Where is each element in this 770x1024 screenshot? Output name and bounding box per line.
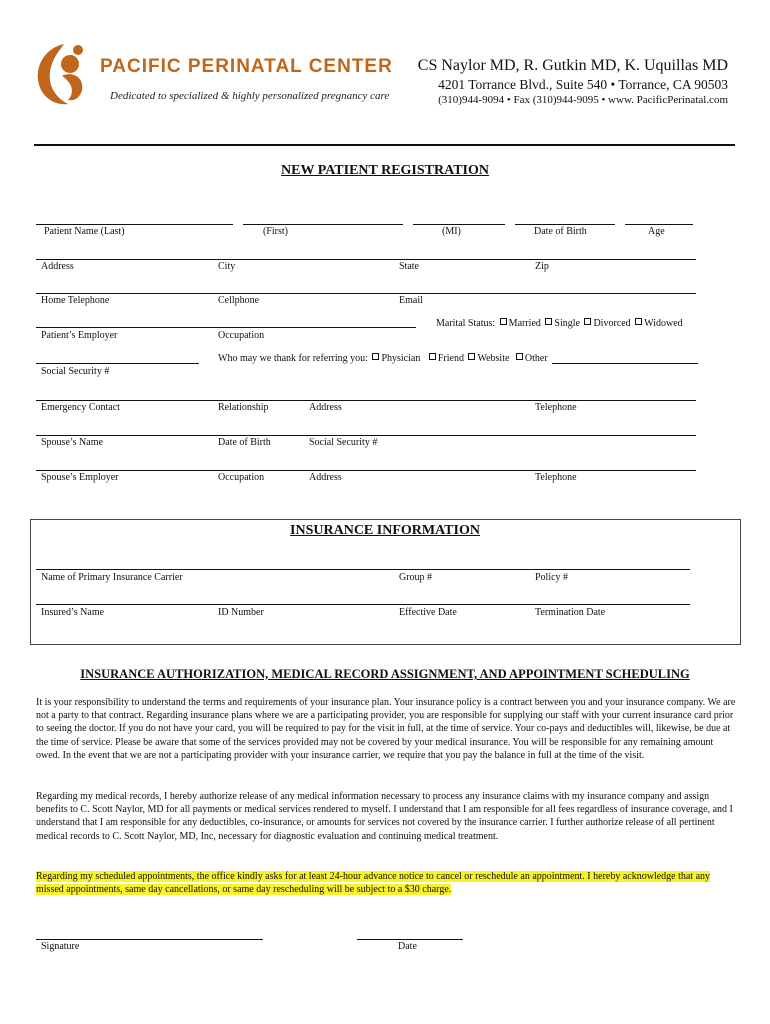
group-label: Group #	[399, 572, 433, 583]
married-checkbox[interactable]	[500, 318, 507, 325]
ssn-label: Social Security #	[41, 366, 110, 377]
last-name-label: Patient Name (Last)	[44, 226, 125, 237]
ssn-line[interactable]	[36, 363, 199, 364]
marital-status	[436, 318, 683, 329]
office-address: 4201 Torrance Blvd., Suite 540 • Torrance, CA 90503	[438, 77, 728, 92]
first-name-line[interactable]	[243, 224, 403, 225]
first-name-label: (First)	[263, 226, 288, 237]
spouse-occupation-label: Occupation	[218, 472, 265, 483]
physician-checkbox[interactable]	[372, 353, 379, 360]
friend-option: Friend	[437, 353, 464, 364]
phone-line[interactable]	[36, 293, 696, 294]
friend-checkbox[interactable]	[429, 353, 436, 360]
insurance-title: INSURANCE INFORMATION	[290, 523, 480, 538]
physician-option: Physician	[381, 353, 421, 364]
widowed-checkbox[interactable]	[635, 318, 642, 325]
single-option: Single	[554, 318, 580, 329]
signature-line[interactable]	[36, 939, 263, 940]
age-line[interactable]	[625, 224, 693, 225]
divorced-option: Divorced	[593, 318, 631, 329]
employer-line[interactable]	[36, 327, 416, 328]
website-option: Website	[477, 353, 510, 364]
carrier-line[interactable]	[36, 569, 690, 570]
other-option: Other	[524, 353, 548, 364]
emergency-telephone-label: Telephone	[535, 402, 577, 413]
medical-records-paragraph: Regarding my medical records, I hereby authorize release of any medical information necessary to process any insurance claims with my insurance company and assign benefits to C. Scott Naylor, MD for all payments or medical services rendered to myself. I understand that I am responsible for all fees regardless of insurance coverage, and I understand that I am responsible for any deductibles, co-insurance, or amounts for services not covered by the insurance carrier. I further authorize release of all pertinent medical records to C. Scott Naylor, MD, Inc, necessary for diagnostic evaluation and continuing medical treatment.	[36, 791, 733, 842]
dob-label: Date of Birth	[534, 226, 587, 237]
married-option: Married	[508, 318, 541, 329]
state-label: State	[399, 261, 419, 272]
insured-name-label: Insured’s Name	[41, 607, 105, 618]
address-label: Address	[41, 261, 74, 272]
spouse-dob-label: Date of Birth	[218, 437, 271, 448]
mi-label: (MI)	[442, 226, 461, 237]
authorization-title: INSURANCE AUTHORIZATION, MEDICAL RECORD ASSIGNMENT, AND APPOINTMENT SCHEDULING	[80, 667, 690, 681]
widowed-option: Widowed	[644, 318, 683, 329]
registration-title: NEW PATIENT REGISTRATION	[281, 163, 489, 178]
logo-mark	[34, 38, 94, 110]
website-checkbox[interactable]	[468, 353, 475, 360]
cellphone-label: Cellphone	[218, 295, 260, 306]
spouse-name-label: Spouse’s Name	[41, 437, 103, 448]
office-contact: (310)944-9094 • Fax (310)944-9095 • www. PacificPerinatal.com	[438, 94, 728, 106]
insured-line[interactable]	[36, 604, 690, 605]
employer-label: Patient’s Employer	[41, 330, 118, 341]
email-label: Email	[399, 295, 423, 306]
date-line[interactable]	[357, 939, 463, 940]
spouse-ssn-label: Social Security #	[309, 437, 378, 448]
carrier-label: Name of Primary Insurance Carrier	[41, 572, 183, 583]
header-rule	[34, 144, 735, 146]
spouse-employer-label: Spouse’s Employer	[41, 472, 119, 483]
single-checkbox[interactable]	[545, 318, 552, 325]
insurance-responsibility-paragraph: It is your responsibility to understand the terms and requirements of your insurance plan. Your insurance policy is a contract between you and your insurance company. We are not a party to that contract. Regarding insurance plans where we are a participating provider, you are responsible for supplying our staff with your current insurance card prior to seeing the doctor. If you do not have your card, you will be required to pay for the visit in full, at the time of service. Your co-pays and deductibles will, likewise, be due at the time of service. Please be aware that some of the services provided may not be covered by your medical insurance. You will be responsible for any remaining amount owed. In the event that we are not a participating provider with your insurance carrier, we require that you pay the balance in full at the time of the visit.	[36, 697, 736, 761]
referral-question	[218, 353, 548, 364]
spouse-line[interactable]	[36, 435, 696, 436]
emergency-address-label: Address	[309, 402, 342, 413]
appointment-policy-paragraph	[36, 870, 738, 896]
age-label: Age	[648, 226, 665, 237]
id-number-label: ID Number	[218, 607, 264, 618]
mi-line[interactable]	[413, 224, 505, 225]
relationship-label: Relationship	[218, 402, 269, 413]
other-checkbox[interactable]	[516, 353, 523, 360]
doctor-names: CS Naylor MD, R. Gutkin MD, K. Uquillas MD	[417, 57, 728, 74]
other-referral-line[interactable]	[552, 363, 698, 364]
dob-line[interactable]	[515, 224, 615, 225]
logo-tagline: Dedicated to specialized & highly personalized pregnancy care	[110, 90, 390, 102]
last-name-line[interactable]	[36, 224, 233, 225]
zip-label: Zip	[535, 261, 549, 272]
termination-date-label: Termination Date	[535, 607, 606, 618]
marital-status-label: Marital Status:	[436, 318, 496, 329]
appointment-policy-text: Regarding my scheduled appointments, the office kindly asks for at least 24-hour advance notice to cancel or reschedule an appointment. I hereby acknowledge that any missed appointments, same day cancellations, or same day rescheduling will be subject to a $30 charge.	[36, 871, 711, 896]
occupation-label: Occupation	[218, 330, 265, 341]
divorced-checkbox[interactable]	[584, 318, 591, 325]
policy-label: Policy #	[535, 572, 569, 583]
logo-name: PACIFIC PERINATAL CENTER	[100, 56, 393, 77]
referral-label: Who may we thank for referring you:	[218, 353, 368, 364]
emergency-line[interactable]	[36, 400, 696, 401]
effective-date-label: Effective Date	[399, 607, 457, 618]
address-line[interactable]	[36, 259, 696, 260]
spouse-telephone-label: Telephone	[535, 472, 577, 483]
date-label: Date	[398, 941, 417, 952]
spouse-address-label: Address	[309, 472, 342, 483]
spouse-employer-line[interactable]	[36, 470, 696, 471]
emergency-contact-label: Emergency Contact	[41, 402, 120, 413]
home-phone-label: Home Telephone	[41, 295, 110, 306]
city-label: City	[218, 261, 236, 272]
signature-label: Signature	[41, 941, 80, 952]
